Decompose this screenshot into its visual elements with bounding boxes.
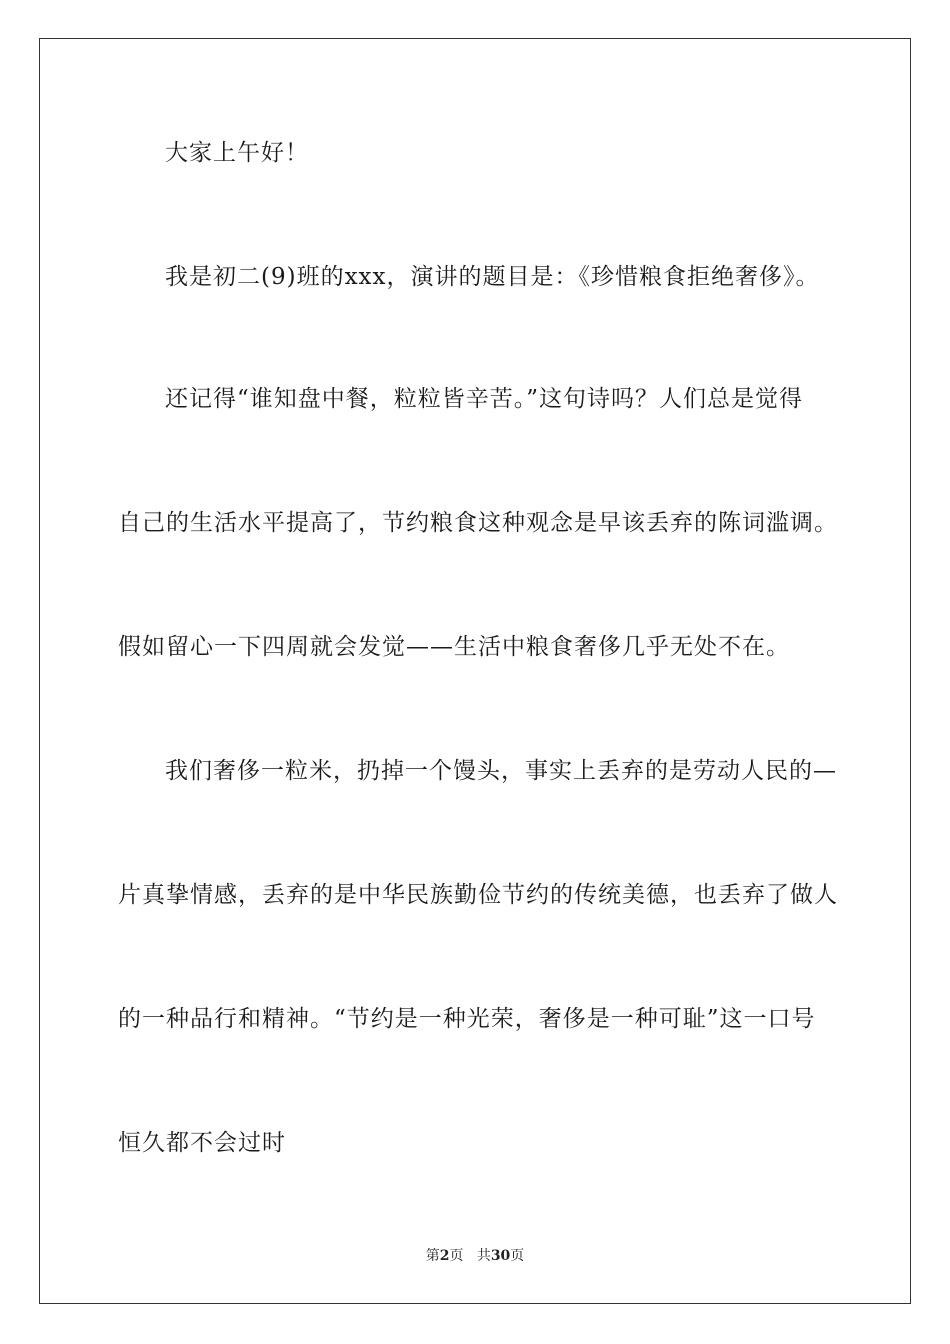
footer-total-pages: 30	[490, 1248, 511, 1264]
footer-page-number: 2	[439, 1248, 450, 1264]
paragraph-poem-line-1: 还记得“谁知盘中餐，粒粒皆辛苦。”这句诗吗？人们总是觉得	[165, 386, 804, 412]
paragraph-waste-line-2: 片真挚情感，丢弃的是中华民族勤俭节约的传统美德，也丢弃了做人	[118, 882, 838, 908]
paragraph-waste-line-3: 的一种品行和精神。“节约是一种光荣，奢侈是一种可耻”这一口号	[118, 1006, 816, 1032]
paragraph-waste-line-1: 我们奢侈一粒米，扔掉一个馒头，事实上丢弃的是劳动人民的—	[165, 758, 837, 784]
paragraph-greeting: 大家上午好！	[165, 140, 309, 166]
paragraph-poem-line-2: 自己的生活水平提高了，节约粮食这种观念是早该丢弃的陈词滥调。	[118, 510, 838, 536]
paragraph-intro: 我是初二(9)班的xxx，演讲的题目是：《珍惜粮食拒绝奢侈》。	[165, 264, 820, 290]
footer-total-suffix: 页	[510, 1248, 525, 1264]
paragraph-waste-line-4: 恒久都不会过时	[118, 1130, 286, 1156]
footer-page-prefix: 第	[425, 1248, 440, 1264]
paragraph-poem-line-3: 假如留心一下四周就会发觉——生活中粮食奢侈几乎无处不在。	[118, 634, 790, 660]
footer-page-suffix: 页	[449, 1248, 464, 1264]
footer-total-prefix: 共	[476, 1248, 491, 1264]
page-footer	[0, 1246, 950, 1266]
page-border	[39, 38, 911, 1304]
